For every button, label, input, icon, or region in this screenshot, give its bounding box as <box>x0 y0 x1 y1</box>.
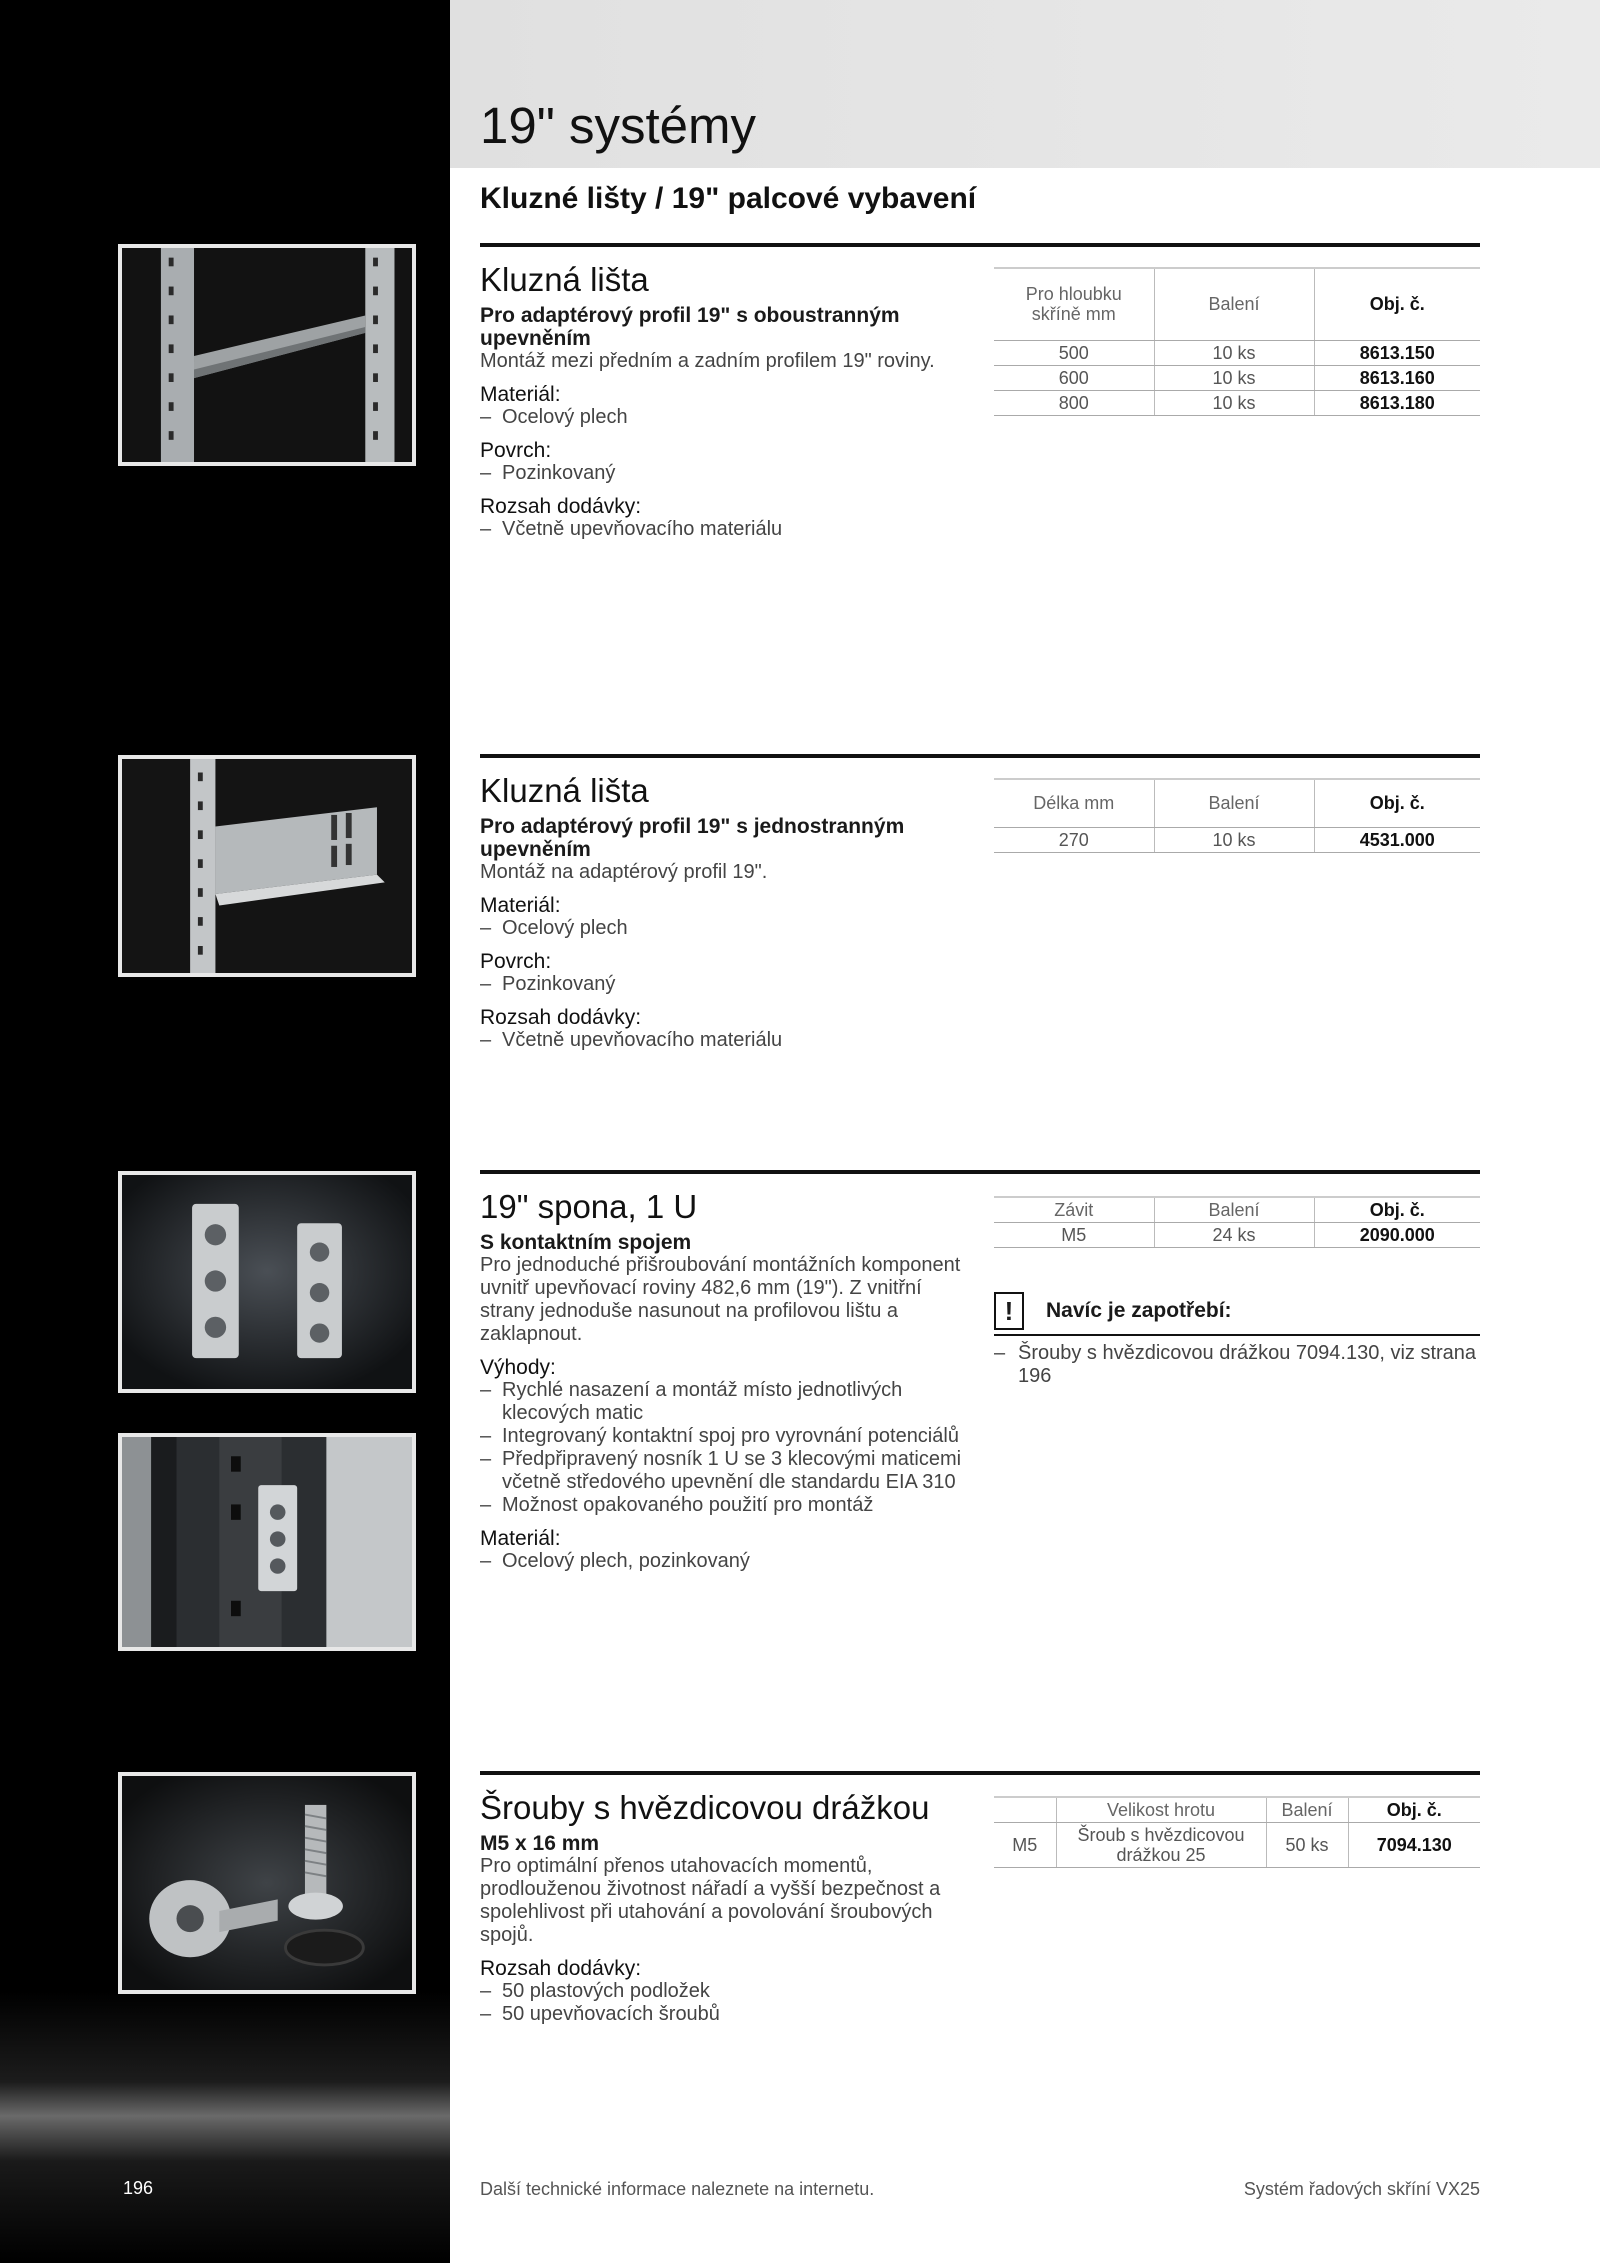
product-description: Pro jednoduché přišroubování montážních komponent uvnitř upevňovací roviny 482,6 mm (19"). Z vnitřní strany jednoduše nasunout na profilovou lištu a zaklapnout. <box>480 1254 961 1346</box>
list-item: – 50 plastových podložek <box>480 1980 980 2003</box>
section-heading: Rozsah dodávky: <box>480 495 642 519</box>
list-item: – Ocelový plech, pozinkovaný <box>480 1550 980 1573</box>
product-description: Montáž na adaptérový profil 19". <box>480 861 768 884</box>
product-image-slide-rail-double <box>118 244 416 466</box>
product-subtitle: Pro adaptérový profil 19" s oboustranným upevněním <box>480 304 900 351</box>
table-cell: 10 ks <box>1154 340 1314 365</box>
table-header <box>994 1797 1056 1823</box>
product-image-torx-screws <box>118 1772 416 1994</box>
list-item: – Pozinkovaný <box>480 462 980 485</box>
section-rule <box>480 1771 1480 1775</box>
table-cell: 500 <box>994 340 1154 365</box>
order-number: 4531.000 <box>1314 827 1480 852</box>
section-heading: Rozsah dodávky: <box>480 1957 642 1981</box>
product-block <box>480 1189 980 1573</box>
order-table <box>994 778 1480 853</box>
table-cell: 50 ks <box>1266 1823 1348 1868</box>
list-item: – Včetně upevňovacího materiálu <box>480 1029 980 1052</box>
table-row <box>994 390 1480 415</box>
section-rule <box>480 754 1480 758</box>
order-table <box>994 267 1480 416</box>
order-number: 8613.160 <box>1314 365 1480 390</box>
section-rule <box>480 243 1480 247</box>
table-cell: 270 <box>994 827 1154 852</box>
product-description: Pro optimální přenos utahovacích momentů, prodlouženou životnost nářadí a vyšší bezpečnost a spolehlivost při utahování a povolování šroubových spojů. <box>480 1855 941 1947</box>
list-item: – 50 upevňovacích šroubů <box>480 2003 980 2026</box>
list-item: – Včetně upevňovacího materiálu <box>480 518 980 541</box>
list-item: – Ocelový plech <box>480 917 980 940</box>
section-heading: Materiál: <box>480 894 561 918</box>
table-row <box>994 340 1480 365</box>
table-cell: 10 ks <box>1154 827 1314 852</box>
note-heading: Navíc je zapotřebí: <box>1046 1299 1232 1322</box>
page-title: 19" systémy <box>480 97 757 154</box>
table-row <box>994 365 1480 390</box>
product-image-slide-rail-single <box>118 755 416 977</box>
list-item: – Integrovaný kontaktní spoj pro vyrovnání potenciálů <box>480 1425 980 1448</box>
table-header: Obj. č. <box>1348 1797 1480 1823</box>
product-subtitle: M5 x 16 mm <box>480 1832 600 1856</box>
product-block <box>480 262 980 541</box>
product-subtitle: S kontaktním spojem <box>480 1231 692 1255</box>
footer-series: Systém řadových skříní VX25 <box>1243 2179 1480 2199</box>
section-heading: Materiál: <box>480 1527 561 1551</box>
table-header: Závit <box>994 1197 1154 1223</box>
list-item: – Předpřipravený nosník 1 U se 3 klecovými maticemi včetně středového upevnění dle standardu EIA 310 <box>480 1448 980 1494</box>
section-heading: Povrch: <box>480 950 552 974</box>
product-block <box>480 773 980 1052</box>
product-subtitle: Pro adaptérový profil 19" s jednostranným upevněním <box>480 815 905 862</box>
order-number: 2090.000 <box>1314 1223 1480 1248</box>
table-header: Velikost hrotu <box>1056 1797 1266 1823</box>
order-number: 7094.130 <box>1348 1823 1480 1868</box>
product-name: Kluzná lišta <box>480 772 649 809</box>
table-header: Obj. č. <box>1314 268 1480 340</box>
table-header: Délka mm <box>994 779 1154 827</box>
product-name: Kluzná lišta <box>480 261 649 298</box>
product-description: Montáž mezi předním a zadním profilem 19" roviny. <box>480 350 935 373</box>
table-header: Balení <box>1266 1797 1348 1823</box>
table-cell: 10 ks <box>1154 365 1314 390</box>
section-heading: Rozsah dodávky: <box>480 1006 642 1030</box>
table-header: Obj. č. <box>1314 779 1480 827</box>
order-number: 8613.150 <box>1314 340 1480 365</box>
table-header: Balení <box>1154 268 1314 340</box>
table-cell: Šroub s hvězdicovou drážkou 25 <box>1056 1823 1266 1868</box>
table-cell: 600 <box>994 365 1154 390</box>
table-header: Balení <box>1154 1197 1314 1223</box>
product-image-clip-nut-bar <box>118 1171 416 1393</box>
product-image-clip-nut-mounted <box>118 1433 416 1651</box>
table-header: Pro hloubku skříně mm <box>994 268 1154 340</box>
table-cell: M5 <box>994 1223 1154 1248</box>
page-number: 196 <box>123 2178 154 2198</box>
product-block <box>480 1790 980 2026</box>
section-rule <box>480 1170 1480 1174</box>
product-name: Šrouby s hvězdicovou drážkou <box>480 1789 930 1826</box>
warning-icon: ! <box>994 1292 1024 1330</box>
additional-required-note <box>994 1292 1480 1388</box>
table-cell: 800 <box>994 390 1154 415</box>
section-heading: Výhody: <box>480 1356 556 1380</box>
table-header: Balení <box>1154 779 1314 827</box>
table-row <box>994 827 1480 852</box>
section-heading: Materiál: <box>480 383 561 407</box>
table-row <box>994 1223 1480 1248</box>
product-name: 19" spona, 1 U <box>480 1188 698 1225</box>
list-item: – Ocelový plech <box>480 406 980 429</box>
footer-note: Další technické informace naleznete na internetu. <box>480 2179 875 2199</box>
note-item: – Šrouby s hvězdicovou drážkou 7094.130, viz strana 196 <box>994 1342 1480 1388</box>
table-row <box>994 1823 1480 1868</box>
list-item: – Pozinkovaný <box>480 973 980 996</box>
table-cell: 10 ks <box>1154 390 1314 415</box>
table-header: Obj. č. <box>1314 1197 1480 1223</box>
page-subtitle: Kluzné lišty / 19" palcové vybavení <box>480 182 977 215</box>
table-cell: M5 <box>994 1823 1056 1868</box>
order-number: 8613.180 <box>1314 390 1480 415</box>
order-table <box>994 1796 1480 1868</box>
order-table <box>994 1196 1480 1248</box>
list-item: – Rychlé nasazení a montáž místo jednotlivých klecových matic <box>480 1379 980 1425</box>
section-heading: Povrch: <box>480 439 552 463</box>
list-item: – Možnost opakovaného použití pro montáž <box>480 1494 980 1517</box>
table-cell: 24 ks <box>1154 1223 1314 1248</box>
